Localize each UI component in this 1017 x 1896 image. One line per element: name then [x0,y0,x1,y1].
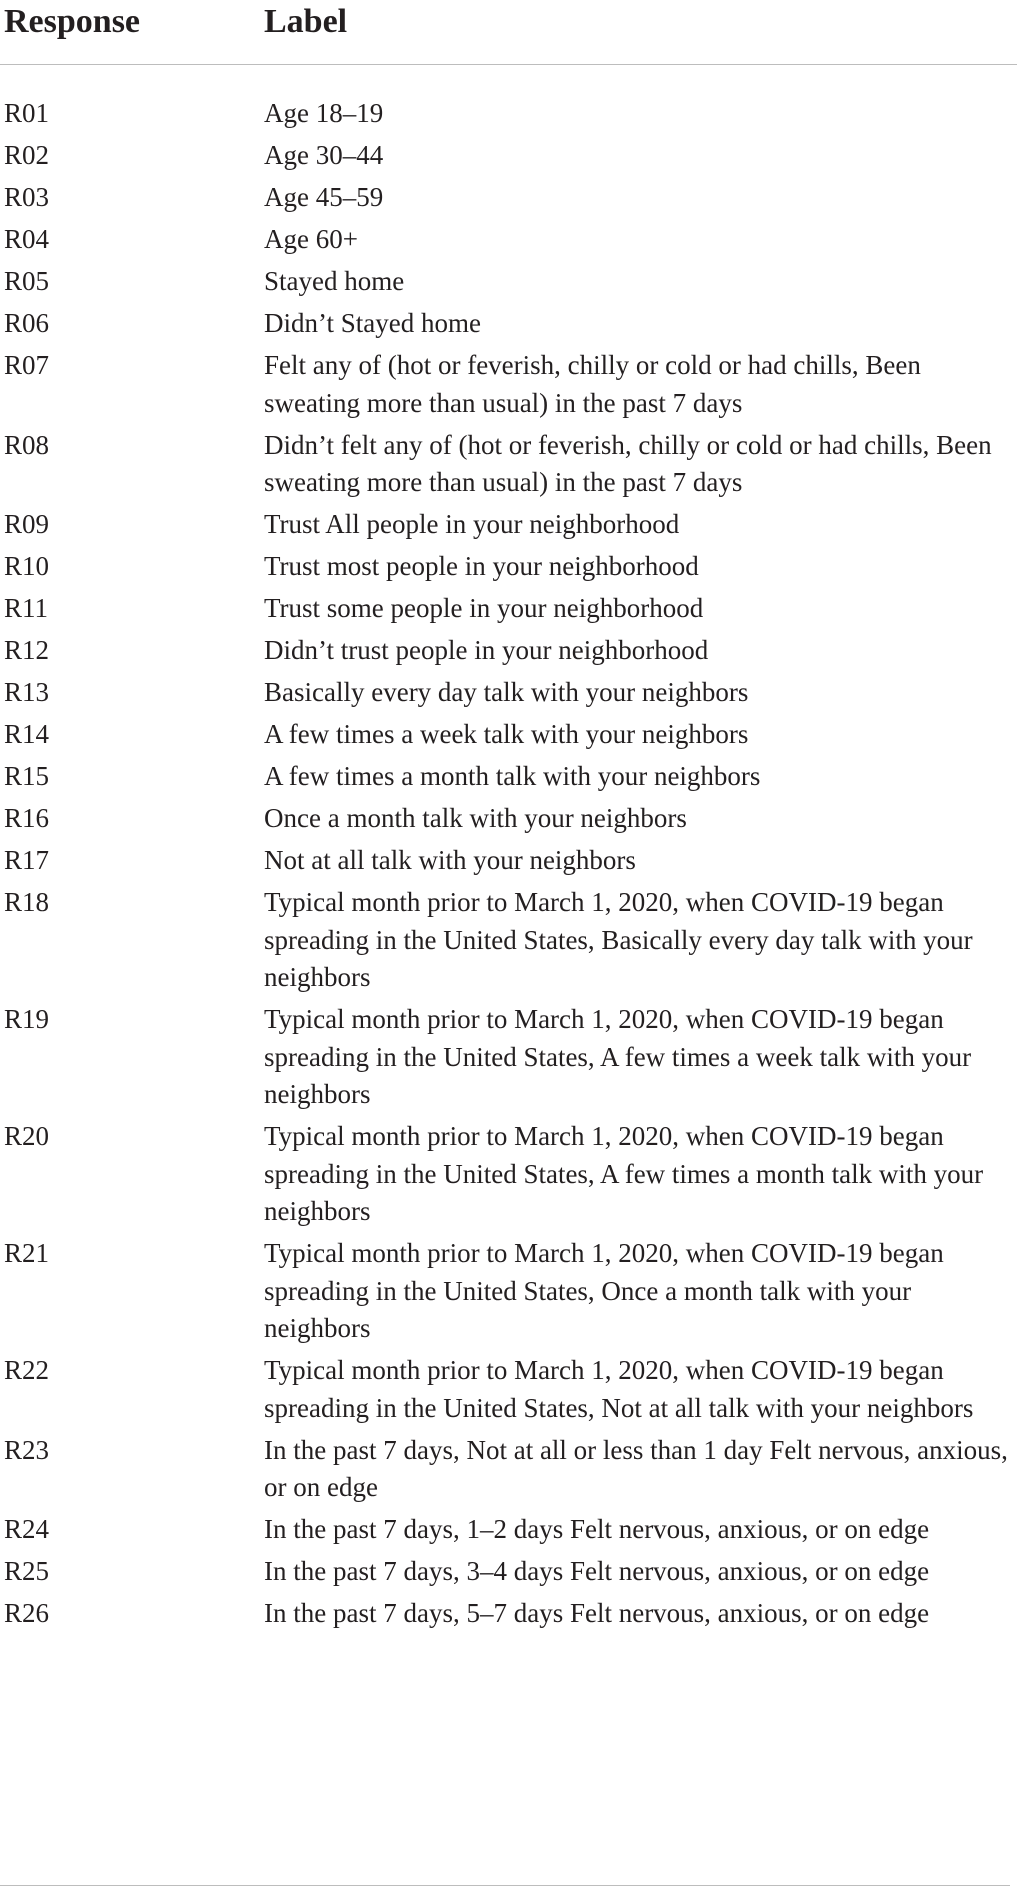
response-code: R08 [4,429,50,460]
response-code: R15 [4,761,50,791]
table-row [0,221,1017,259]
response-code: R23 [4,1434,50,1465]
response-label: Typical month prior to March 1, 2020, when COVID-19 began spreading in the United States, A few times a week talk with your neighbors [264,1004,972,1109]
table-header [0,0,1017,65]
response-label: Not at all talk with your neighbors [264,845,636,875]
response-code: R01 [4,98,50,128]
response-code: R06 [4,308,50,338]
response-code: R04 [4,224,50,254]
table-row [0,674,1017,712]
table-row [0,1511,1017,1549]
table-row [0,1595,1017,1633]
response-code: R24 [4,1514,50,1544]
table-row [0,1553,1017,1591]
response-code: R07 [4,350,50,380]
response-code: R02 [4,140,50,170]
header-label: Label [264,3,348,40]
response-code: R22 [4,1355,50,1385]
response-label: Age 45–59 [264,182,384,212]
response-label: Once a month talk with your neighbors [264,803,687,833]
response-label: Didn’t Stayed home [264,308,481,338]
response-label: Trust most people in your neighborhood [264,551,699,581]
response-code: R12 [4,635,50,665]
table-row [0,842,1017,880]
response-label: Felt any of (hot or feverish, chilly or cold or had chills, Been sweating more than usual) in the past 7 days [264,350,921,418]
response-label: Trust some people in your neighborhood [264,593,704,623]
response-label: A few times a week talk with your neighbors [264,719,749,749]
table-row [0,95,1017,133]
response-code: R25 [4,1556,50,1586]
bottom-rule [0,1885,1010,1886]
table-row [0,758,1017,796]
response-label: Typical month prior to March 1, 2020, when COVID-19 began spreading in the United States, Once a month talk with your neighbors [264,1238,944,1343]
table-row [0,884,1017,997]
response-label: In the past 7 days, 3–4 days Felt nervous, anxious, or on edge [264,1556,930,1586]
table-row [0,263,1017,301]
table-row [0,137,1017,175]
response-code: R03 [4,182,50,212]
response-code: R16 [4,803,50,833]
response-label: Age 30–44 [264,140,384,170]
response-label: Age 18–19 [264,98,384,128]
response-code: R21 [4,1238,50,1268]
response-label: Typical month prior to March 1, 2020, when COVID-19 began spreading in the United States, A few times a month talk with your neighbors [264,1121,984,1226]
response-code: R18 [4,887,50,917]
response-label: Age 60+ [264,224,358,254]
response-label: In the past 7 days, 5–7 days Felt nervous, anxious, or on edge [264,1598,930,1628]
header-response: Response [4,3,141,40]
table-row [0,1352,1017,1427]
table-row [0,1235,1017,1348]
table-row [0,716,1017,754]
table-row [0,179,1017,217]
table-row [0,590,1017,628]
response-code: R11 [4,593,49,623]
table-row [0,1001,1017,1114]
table-row [0,506,1017,544]
response-code: R05 [4,266,50,296]
table-row [0,1118,1017,1231]
response-label: A few times a month talk with your neighbors [264,761,761,791]
response-label: Typical month prior to March 1, 2020, when COVID-19 began spreading in the United States, Not at all talk with your neighbors [264,1355,974,1423]
table-row [0,305,1017,343]
response-code: R20 [4,1121,50,1151]
response-code: R26 [4,1598,50,1628]
table-row [0,1432,1017,1507]
response-label: In the past 7 days, 1–2 days Felt nervous, anxious, or on edge [264,1514,930,1544]
response-label: Typical month prior to March 1, 2020, when COVID-19 began spreading in the United States, Basically every day talk with your neighbors [264,887,973,992]
table-row [0,427,1017,502]
table-row [0,347,1017,422]
response-label: Trust All people in your neighborhood [264,509,680,539]
table-row [0,632,1017,670]
response-label: Basically every day talk with your neighbors [264,677,749,707]
response-code: R13 [4,677,50,707]
response-label: Stayed home [264,266,405,296]
response-code: R17 [4,845,50,875]
table-row [0,800,1017,838]
response-code: R09 [4,509,50,539]
response-label: Didn’t trust people in your neighborhood [264,635,709,665]
table-body [0,65,1017,1633]
response-code: R10 [4,551,50,581]
response-label: In the past 7 days, Not at all or less than 1 day Felt nervous, anxious, or on edge [264,1434,1008,1502]
response-code: R14 [4,719,50,749]
table-row [0,548,1017,586]
response-code: R19 [4,1004,50,1034]
response-label: Didn’t felt any of (hot or feverish, chilly or cold or had chills, Been sweating more than usual) in the past 7 days [264,429,992,497]
